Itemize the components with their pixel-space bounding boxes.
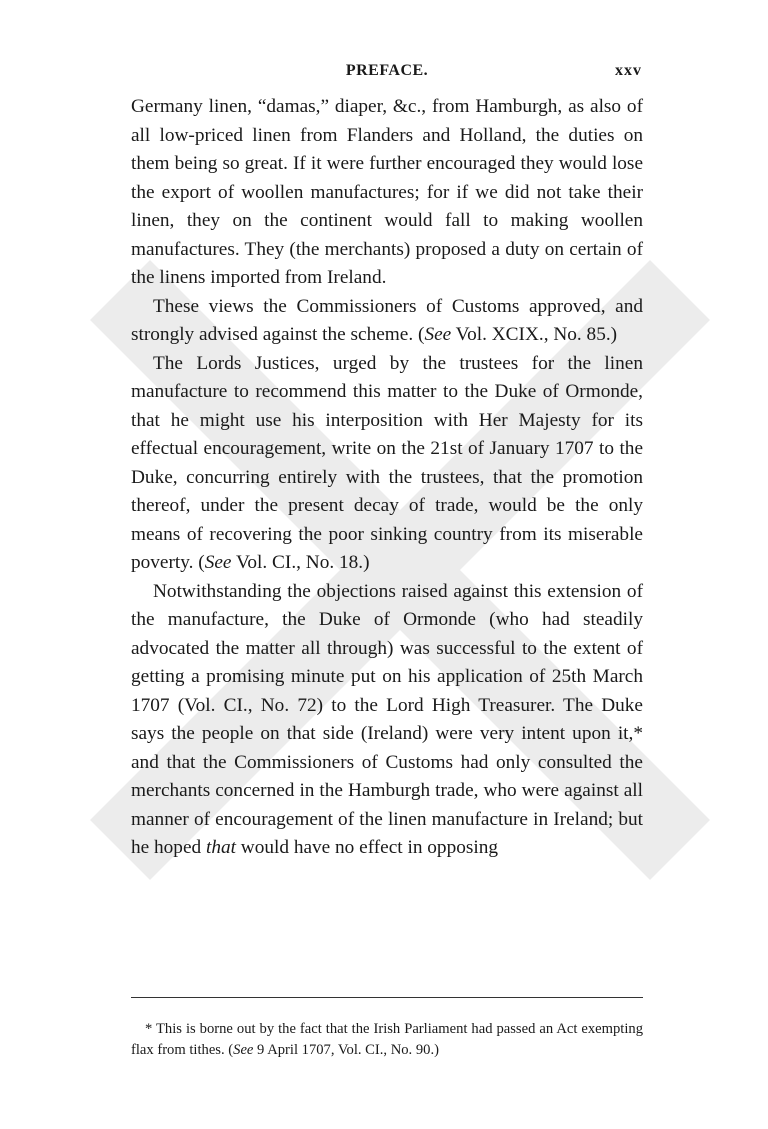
italic-text-run: See <box>204 552 232 573</box>
italic-text-run: See <box>424 324 452 345</box>
text-run: Vol. CI., No. 18.) <box>231 552 370 573</box>
paragraph <box>131 350 643 578</box>
text-run: Vol. XCIX., No. 85.) <box>451 324 618 345</box>
paragraph <box>131 93 643 293</box>
footnote <box>131 1019 643 1061</box>
body-text <box>131 93 643 863</box>
page-header <box>132 62 642 86</box>
text-run: would have no effect in opposing <box>235 837 498 858</box>
paragraph <box>131 293 643 350</box>
paragraph <box>131 578 643 863</box>
footnote-text <box>131 1019 643 1061</box>
text-run: Notwithstanding the objections raised against this extension of the manufacture, the Duke of Ormonde (who had steadily advocated the matter all through) was successful to the extent of getting a promising minute put on his application of 25th March 1707 (Vol. CI., No. 72) to the Lord High Treasurer. The Duke says the people on that side (Ireland) were very intent upon it,* and that the Commissioners of Customs had only consulted the merchants concerned in the Hamburgh trade, who were against all manner of encouragement of the linen manufacture in Ireland; but he hoped <box>131 580 643 858</box>
italic-text-run: that <box>205 837 236 858</box>
text-run: 9 April 1707, Vol. CI., No. 90.) <box>253 1042 439 1058</box>
italic-text-run: See <box>233 1042 254 1058</box>
running-title: PREFACE. <box>345 62 429 79</box>
footnote-divider <box>131 997 643 998</box>
text-run: The Lords Justices, urged by the trustees for the linen manufacture to recommend this matter to the Duke of Ormonde, that he might use his interposition with Her Majesty for its effectual encouragement, write on the 21st of January 1707 to the Duke, concurring entirely with the trustees, that the promotion thereof, under the present decay of trade, would be the only means of recovering the poor sinking country from its miserable poverty. ( <box>131 352 643 573</box>
page-number: xxv <box>615 62 642 79</box>
text-run: Germany linen, “damas,” diaper, &c., from Hamburgh, as also of all low-priced linen from Flanders and Holland, the duties on them being so great. If it were further encouraged they would lose the export of woollen manufactures; for if we did not take their linen, they on the continent would fall to making woollen manufactures. They (the merchants) proposed a duty on certain of the linens imported from Ireland. <box>131 96 643 288</box>
text-run: These views the Commissioners of Customs approved, and strongly advised against the scheme. ( <box>131 295 643 345</box>
text-run: * This is borne out by the fact that the Irish Parliament had passed an Act exempting flax from tithes. ( <box>131 1021 643 1058</box>
